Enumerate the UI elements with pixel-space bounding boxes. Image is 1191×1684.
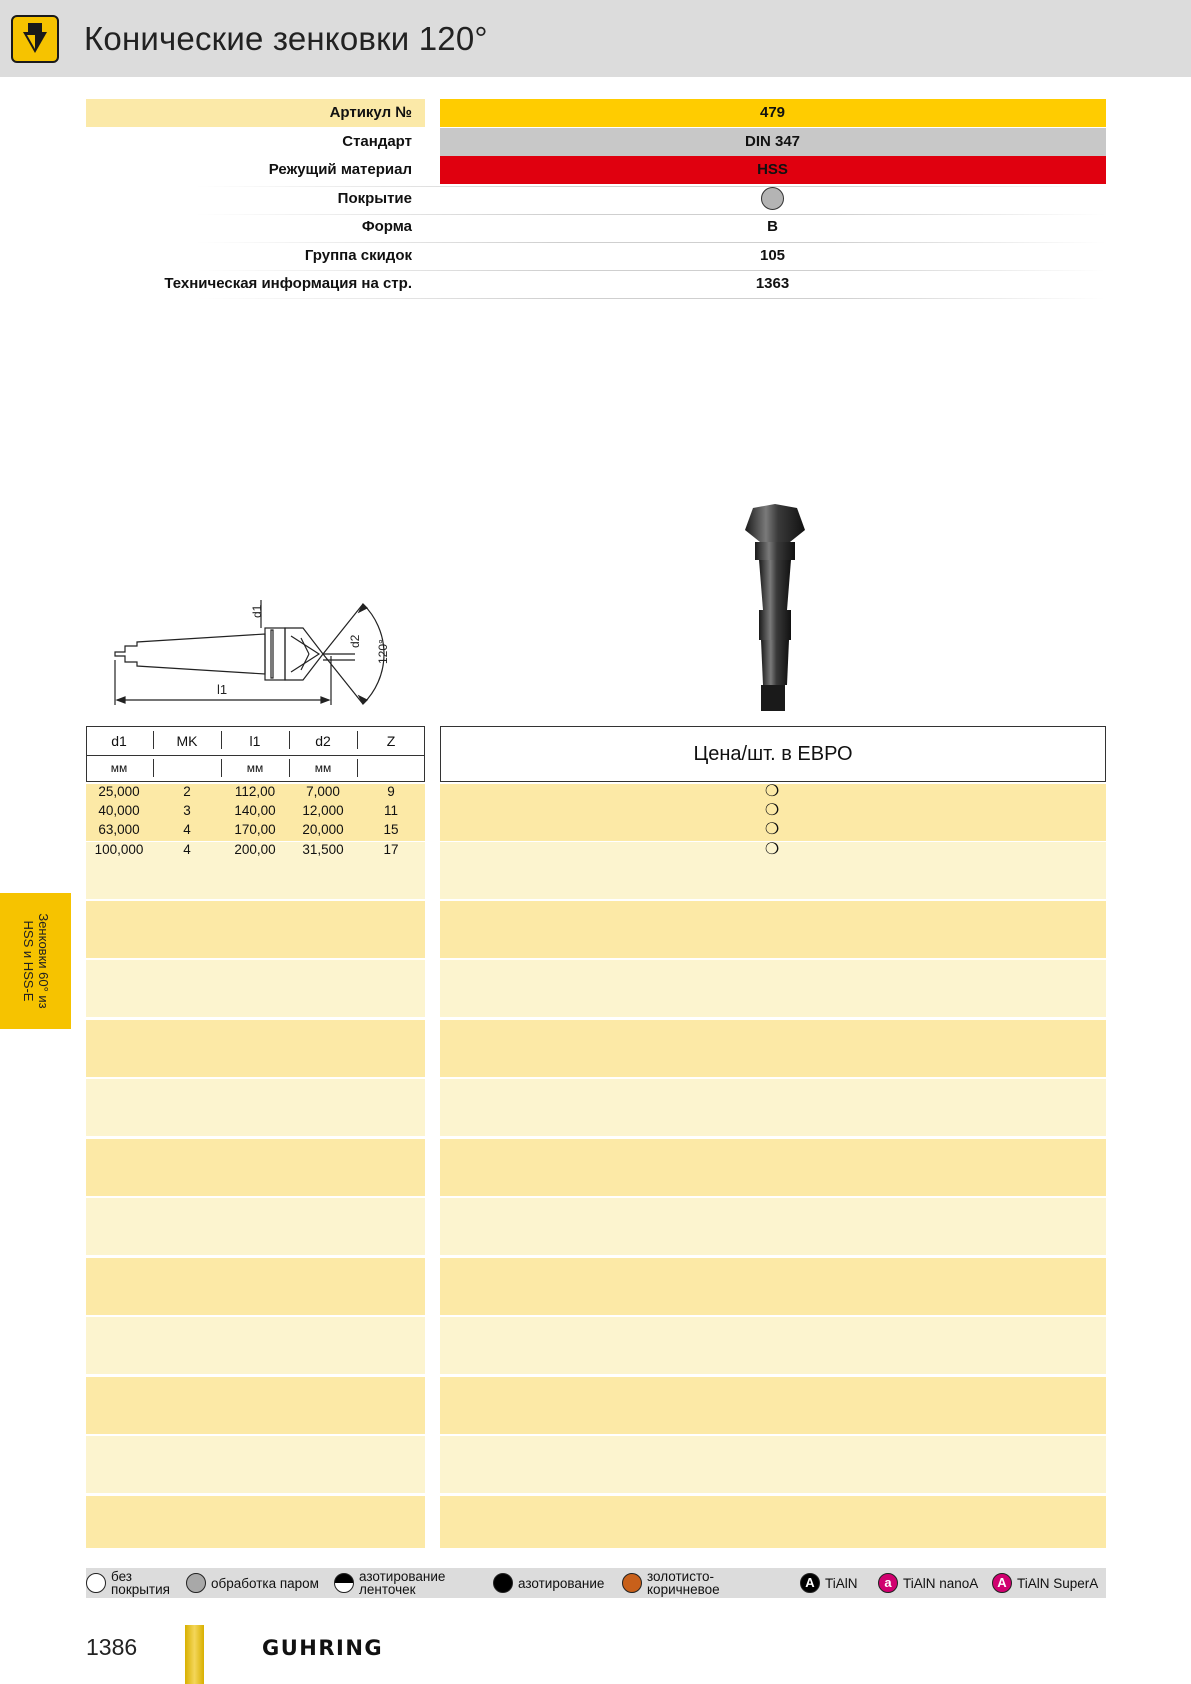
cell-l1: 112,00 — [234, 784, 276, 799]
legend-item — [800, 1568, 858, 1598]
table-row-background — [86, 1377, 425, 1434]
side-tab-line: Зенковки 60° из — [36, 913, 51, 1009]
spec-value-tech-info: 1363 — [755, 275, 790, 292]
availability-mark[interactable]: ❍ — [764, 841, 780, 858]
spec-label-tech-info: Техническая информация на стр. — [164, 275, 412, 292]
col-unit-d1: мм — [110, 761, 128, 775]
legend-item — [186, 1568, 319, 1598]
table-row-background — [86, 1258, 425, 1315]
legend-label: азотирование — [518, 1575, 605, 1591]
table-row-background — [86, 1317, 425, 1374]
table-row-background — [440, 1317, 1106, 1374]
table-row-background — [440, 1020, 1106, 1077]
legend-label: TiAlN SuperA — [1017, 1575, 1099, 1591]
table-row — [86, 842, 425, 861]
cell-d1: 25,000 — [98, 784, 140, 799]
table-row-background — [440, 1258, 1106, 1315]
spec-label-discount-group: Группа скидок — [304, 247, 412, 264]
divider — [196, 214, 1106, 215]
divider — [87, 755, 424, 756]
drawing-label-d1: d1 — [250, 604, 264, 618]
tialn-supera-icon: A — [992, 1573, 1012, 1593]
side-tab-line: HSS и HSS-E — [21, 920, 36, 1002]
legend-item — [622, 1568, 720, 1598]
divider — [289, 731, 290, 749]
cell-z: 17 — [383, 842, 399, 857]
col-header-l1: l1 — [249, 733, 261, 749]
table-row-background — [440, 1079, 1106, 1136]
steam-icon — [186, 1573, 206, 1593]
divider — [196, 186, 1106, 187]
legend-label: обработка паром — [211, 1575, 319, 1591]
table-row-background — [86, 1079, 425, 1136]
divider — [357, 731, 358, 749]
table-row-background — [440, 901, 1106, 958]
table-row-background — [86, 1436, 425, 1493]
cell-d1: 40,000 — [98, 803, 140, 818]
spec-label-coating: Покрытие — [337, 190, 412, 207]
table-row-background — [86, 1198, 425, 1255]
nitrided-icon — [493, 1573, 513, 1593]
steam-treated-circle-icon — [761, 187, 784, 210]
cell-mk: 2 — [183, 784, 191, 799]
cell-mk: 4 — [183, 842, 191, 857]
spec-value-standard: DIN 347 — [744, 133, 801, 150]
cell-d2: 20,000 — [302, 822, 344, 837]
divider — [196, 270, 1106, 271]
tialn-nanoa-icon: a — [878, 1573, 898, 1593]
cell-d2: 31,500 — [302, 842, 344, 857]
tialn-icon: A — [800, 1573, 820, 1593]
countersink-icon — [11, 15, 59, 63]
table-row-background — [440, 1436, 1106, 1493]
gold-brown-icon — [622, 1573, 642, 1593]
col-header-z: Z — [386, 733, 396, 749]
legend-label: азотирование ленточек — [359, 1569, 446, 1597]
table-row-background — [440, 1198, 1106, 1255]
legend-item — [992, 1568, 1098, 1598]
cell-d2: 7,000 — [306, 784, 340, 799]
table-row — [86, 822, 425, 841]
cell-z: 9 — [387, 784, 395, 799]
drawing-label-angle: 120° — [376, 639, 390, 664]
table-row-background — [440, 960, 1106, 1017]
spec-value-material: HSS — [757, 161, 788, 178]
divider — [153, 731, 154, 749]
legend-item — [334, 1568, 445, 1598]
table-row-background — [440, 1139, 1106, 1196]
uncoated-icon — [86, 1573, 106, 1593]
page-number: 1386 — [86, 1634, 138, 1660]
coating-legend — [86, 1568, 1106, 1598]
brand-logo: GUHRING — [262, 1636, 384, 1660]
col-header-mk: MK — [176, 733, 198, 749]
table-row-background — [440, 1496, 1106, 1548]
cell-d2: 12,000 — [302, 803, 344, 818]
nitrided-lands-icon — [334, 1573, 354, 1593]
divider — [357, 759, 358, 777]
table-row-background — [440, 1377, 1106, 1434]
divider — [221, 759, 222, 777]
legend-item — [878, 1568, 978, 1598]
spec-value-discount-group: 105 — [759, 247, 786, 264]
table-row-background — [86, 960, 425, 1017]
spec-value-article: 479 — [759, 104, 786, 121]
cell-mk: 4 — [183, 822, 191, 837]
divider — [196, 298, 1106, 299]
table-row-background — [86, 1020, 425, 1077]
cell-l1: 170,00 — [234, 822, 276, 837]
legend-label: TiAlN — [825, 1575, 858, 1591]
legend-label: без покрытия — [111, 1569, 170, 1597]
cell-z: 11 — [383, 803, 398, 818]
col-unit-d2: мм — [314, 761, 332, 775]
footer-accent-bar — [185, 1625, 204, 1684]
spec-label-material: Режущий материал — [268, 161, 412, 178]
cell-mk: 3 — [183, 803, 191, 818]
cell-l1: 140,00 — [234, 803, 276, 818]
drawing-label-l1: l1 — [217, 682, 228, 697]
table-row — [86, 803, 425, 822]
col-header-d1: d1 — [111, 733, 127, 749]
col-header-d2: d2 — [315, 733, 331, 749]
legend-item — [493, 1568, 604, 1598]
price-header: Цена/шт. в ЕВРО — [440, 726, 1106, 782]
side-tab-label — [21, 893, 51, 1029]
availability-mark[interactable]: ❍ — [764, 802, 780, 819]
legend-item — [86, 1568, 170, 1598]
table-row-background — [86, 1139, 425, 1196]
availability-marks — [762, 782, 782, 859]
cell-d1: 63,000 — [98, 822, 140, 837]
cell-z: 15 — [383, 822, 399, 837]
divider — [153, 759, 154, 777]
spec-label-form: Форма — [361, 218, 412, 235]
drawing-label-d2: d2 — [348, 634, 362, 648]
availability-mark[interactable]: ❍ — [764, 783, 780, 800]
product-image — [735, 500, 815, 715]
spec-label-standard: Стандарт — [342, 133, 412, 150]
table-row-background — [86, 901, 425, 958]
section-side-tab[interactable] — [0, 893, 71, 1029]
col-unit-l1: мм — [246, 761, 264, 775]
divider — [196, 242, 1106, 243]
technical-drawing — [105, 590, 435, 715]
legend-label: TiAlN nanoA — [903, 1575, 979, 1591]
legend-label: золотисто- коричневое — [647, 1569, 720, 1597]
page-title: Конические зенковки 120° — [84, 20, 488, 57]
cell-l1: 200,00 — [234, 842, 276, 857]
spec-label-article: Артикул № — [329, 104, 412, 121]
table-row-background — [86, 1496, 425, 1548]
param-table-header — [86, 726, 425, 782]
spec-value-form: B — [767, 218, 778, 235]
cell-d1: 100,000 — [94, 842, 144, 857]
availability-mark[interactable]: ❍ — [764, 821, 780, 838]
data-rows — [86, 784, 425, 864]
divider — [289, 759, 290, 777]
table-row — [86, 784, 425, 803]
divider — [221, 731, 222, 749]
